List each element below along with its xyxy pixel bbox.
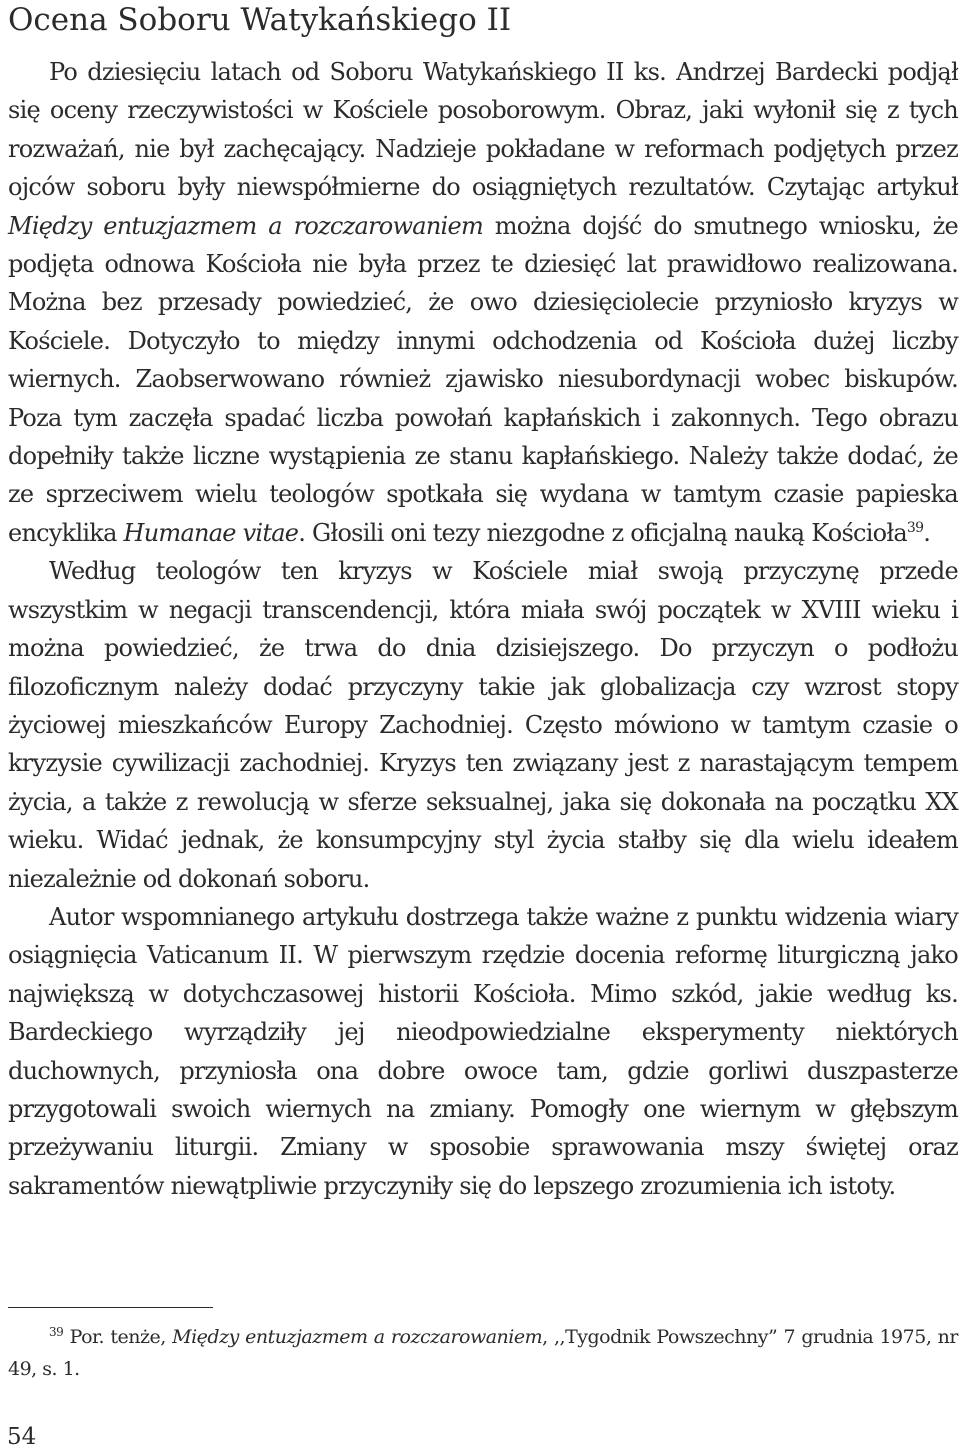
body-text [8,53,958,1205]
footnote-number: 39 [49,1325,64,1339]
encyclical-title: Humanae vitae [123,518,299,547]
footnote-39 [8,1321,958,1385]
document-page [8,0,958,1454]
paragraph-1 [8,53,958,552]
article-title: Między entuzjazmem a rozczarowaniem [8,211,483,240]
footnote-prefix: Por. tenże, [63,1326,173,1348]
page-number: 54 [7,1424,37,1450]
footnote-citation: , ,,Tygodnik Powszechny” 7 grudnia 1975, nr 49, s. 1. [8,1326,958,1380]
paragraph-3: Autor wspomnianego artykułu dostrzega także ważne z punktu widzenia wiary osiągnięcia Vaticanum II. W pierwszym rzędzie docenia reformę liturgiczną jako największą w dotychczasowej historii Kościoła. Mimo szkód, jakie według ks. Bardeckiego wyrządziły jej nieodpowiedzialne eksperymenty niektórych duchownych, przyniosła ona dobre owoce tam, gdzie gorliwi duszpasterze przygotowali swoich wiernych na zmiany. Pomogły one wiernym w głębszym przeżywaniu liturgii. Zmiany w sposobie sprawowania mszy świętej oraz sakramentów niewątpliwie przyczyniły się do lepszego zrozumienia ich istoty. [8,902,958,1200]
footnote-separator [8,1307,213,1308]
paragraph-1-text-b: można dojść do smutnego wniosku, że podjęta odnowa Kościoła nie była przez te dziesięć lat prawidłowo realizowana. Można bez przesady powiedzieć, że owo dziesięciolecie przyniosło kryzys w Kościele. Dotyczyło to między innymi odchodzenia od Kościoła dużej liczby wiernych. Zaobserwowano również zjawisko niesubordynacji wobec biskupów. Poza tym zaczęła spadać liczba powołań kapłańskich i zakonnych. Tego obrazu dopełniły także liczne wystąpienia ze stanu kapłańskiego. Należy także dodać, że ze sprzeciwem wielu teologów spotkała się wydana w tamtym czasie papieska encyklika [8,211,959,547]
section-heading: Ocena Soboru Watykańskiego II [8,2,512,38]
footnote [8,1321,958,1385]
footnote-reference[interactable]: 39 [906,519,924,536]
paragraph-2: Według teologów ten kryzys w Kościele miał swoją przyczynę przede wszystkim w negacji transcendencji, która miała swój początek w XVIII wieku i można powiedzieć, że trwa do dnia dzisiejszego. Do przyczyn o podłożu filozoficznym należy dodać przyczyny takie jak globalizacja czy wzrost stopy życiowej mieszkańców Europy Zachodniej. Często mówiono w tamtym czasie o kryzysie cywilizacji zachodniej. Kryzys ten związany jest z narastającym tempem życia, a także z rewolucją w sferze seksualnej, jaka się dokonała na początku XX wieku. Widać jednak, że konsumpcyjny styl życia stałby się dla wielu ideałem niezależnie od dokonań soboru. [8,557,958,893]
paragraph-1-text-a: Po dziesięciu latach od Soboru Watykańskiego II ks. Andrzej Bardecki podjął się oceny rzeczywistości w Kościele posoborowym. Obraz, jaki wyłonił się z tych rozważań, nie był zachęcający. Nadzieje pokładane w reformach podjętych przez ojców soboru były niewspółmierne do osiągniętych rezultatów. Czytając artykuł [8,58,958,202]
paragraph-1-text-d: . [923,518,931,547]
footnote-article-title: Między entuzjazmem a rozczarowaniem [172,1326,543,1348]
paragraph-1-text-c: . Głosili oni tezy niezgodne z oficjalną nauką Kościoła [298,518,907,547]
